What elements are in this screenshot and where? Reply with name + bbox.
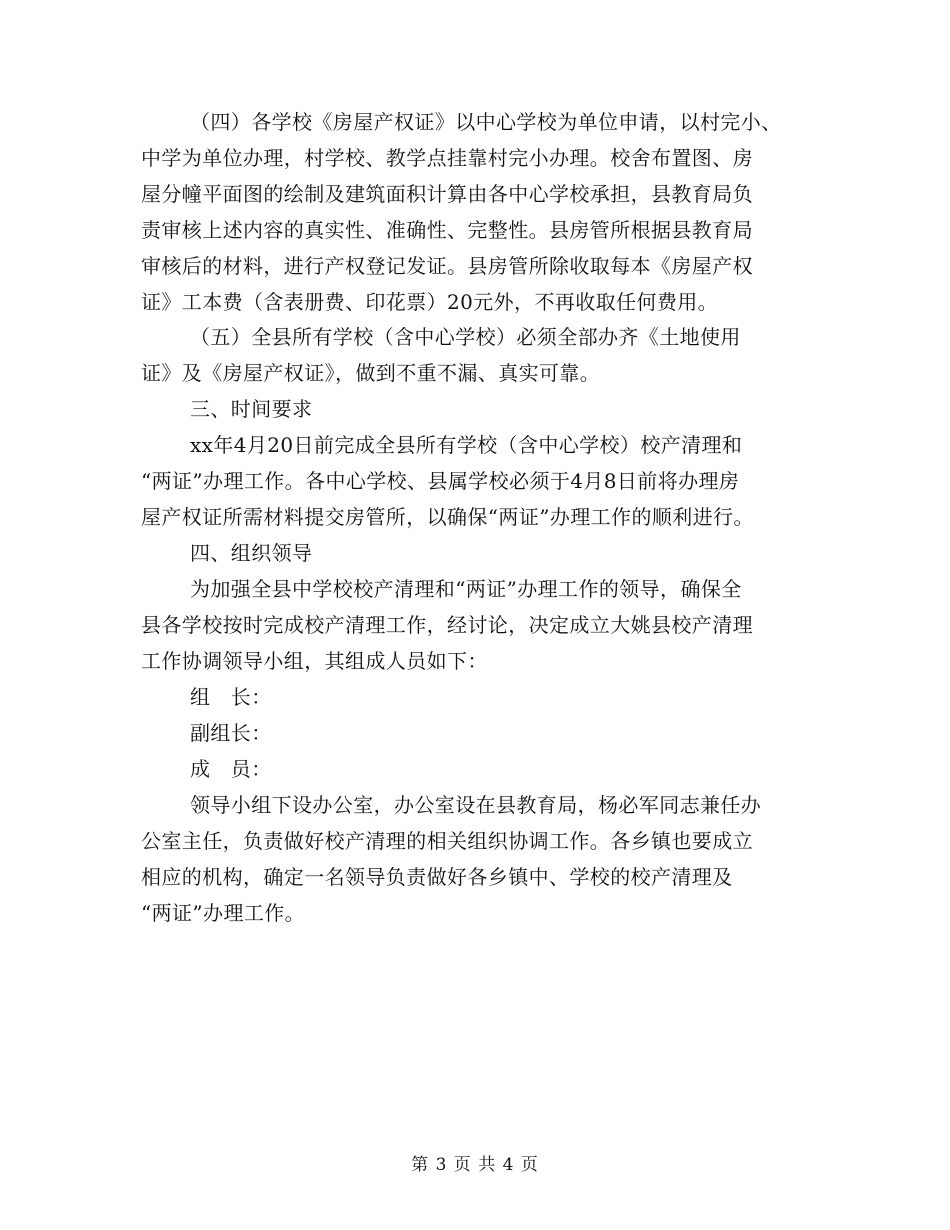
office-paragraph-line-3: 相应的机构，确定一名领导负责做好各乡镇中、学校的校产清理及 <box>141 865 733 889</box>
paragraph-4-line-5: 审核后的材料，进行产权登记发证。县房管所除收取每本《房屋产权 <box>141 254 753 278</box>
time-paragraph-line-2: “两证”办理工作。各中心学校、县属学校必须于4月8日前将办理房 <box>141 469 740 493</box>
organization-paragraph-line-2: 县各学校按时完成校产清理工作，经讨论，决定成立大姚县校产清理 <box>141 613 753 637</box>
section-heading-organization: 四、组织领导 <box>190 541 313 565</box>
paragraph-4-line-6: 证》工本费（含表册费、印花票）20元外，不再收取任何费用。 <box>141 290 719 314</box>
office-paragraph-line-4: “两证”办理工作。 <box>141 901 306 925</box>
paragraph-4-line-1: （四）各学校《房屋产权证》以中心学校为单位申请，以村完小、 <box>190 110 782 134</box>
paragraph-5-line-2: 证》及《房屋产权证》，做到不重不漏、真实可靠。 <box>141 361 601 385</box>
office-paragraph-line-2: 公室主任，负责做好校产清理的相关组织协调工作。各乡镇也要成立 <box>141 829 753 853</box>
role-members: 成 员： <box>190 757 272 781</box>
paragraph-4-line-2: 中学为单位办理，村学校、教学点挂靠村完小办理。校舍布置图、房 <box>141 146 753 170</box>
organization-paragraph-line-1: 为加强全县中学校校产清理和“两证”办理工作的领导，确保全 <box>190 577 742 601</box>
role-leader: 组 长： <box>190 685 272 709</box>
paragraph-4-line-3: 屋分幢平面图的绘制及建筑面积计算由各中心学校承担，县教育局负 <box>141 182 753 206</box>
role-deputy-leader: 副组长： <box>190 721 272 745</box>
paragraph-5-line-1: （五）全县所有学校（含中心学校）必须全部办齐《土地使用 <box>190 325 741 349</box>
paragraph-4-line-4: 责审核上述内容的真实性、准确性、完整性。县房管所根据县教育局 <box>141 218 753 242</box>
time-paragraph-line-1: xx年4月20日前完成全县所有学校（含中心学校）校产清理和 <box>190 433 743 457</box>
section-heading-time: 三、时间要求 <box>190 397 313 421</box>
office-paragraph-line-1: 领导小组下设办公室，办公室设在县教育局，杨必军同志兼任办 <box>190 793 762 817</box>
page-number-footer: 第 3 页 共 4 页 <box>411 1155 539 1175</box>
organization-paragraph-line-3: 工作协调领导小组，其组成人员如下： <box>141 649 488 673</box>
time-paragraph-line-3: 屋产权证所需材料提交房管所，以确保“两证”办理工作的顺利进行。 <box>141 505 754 529</box>
